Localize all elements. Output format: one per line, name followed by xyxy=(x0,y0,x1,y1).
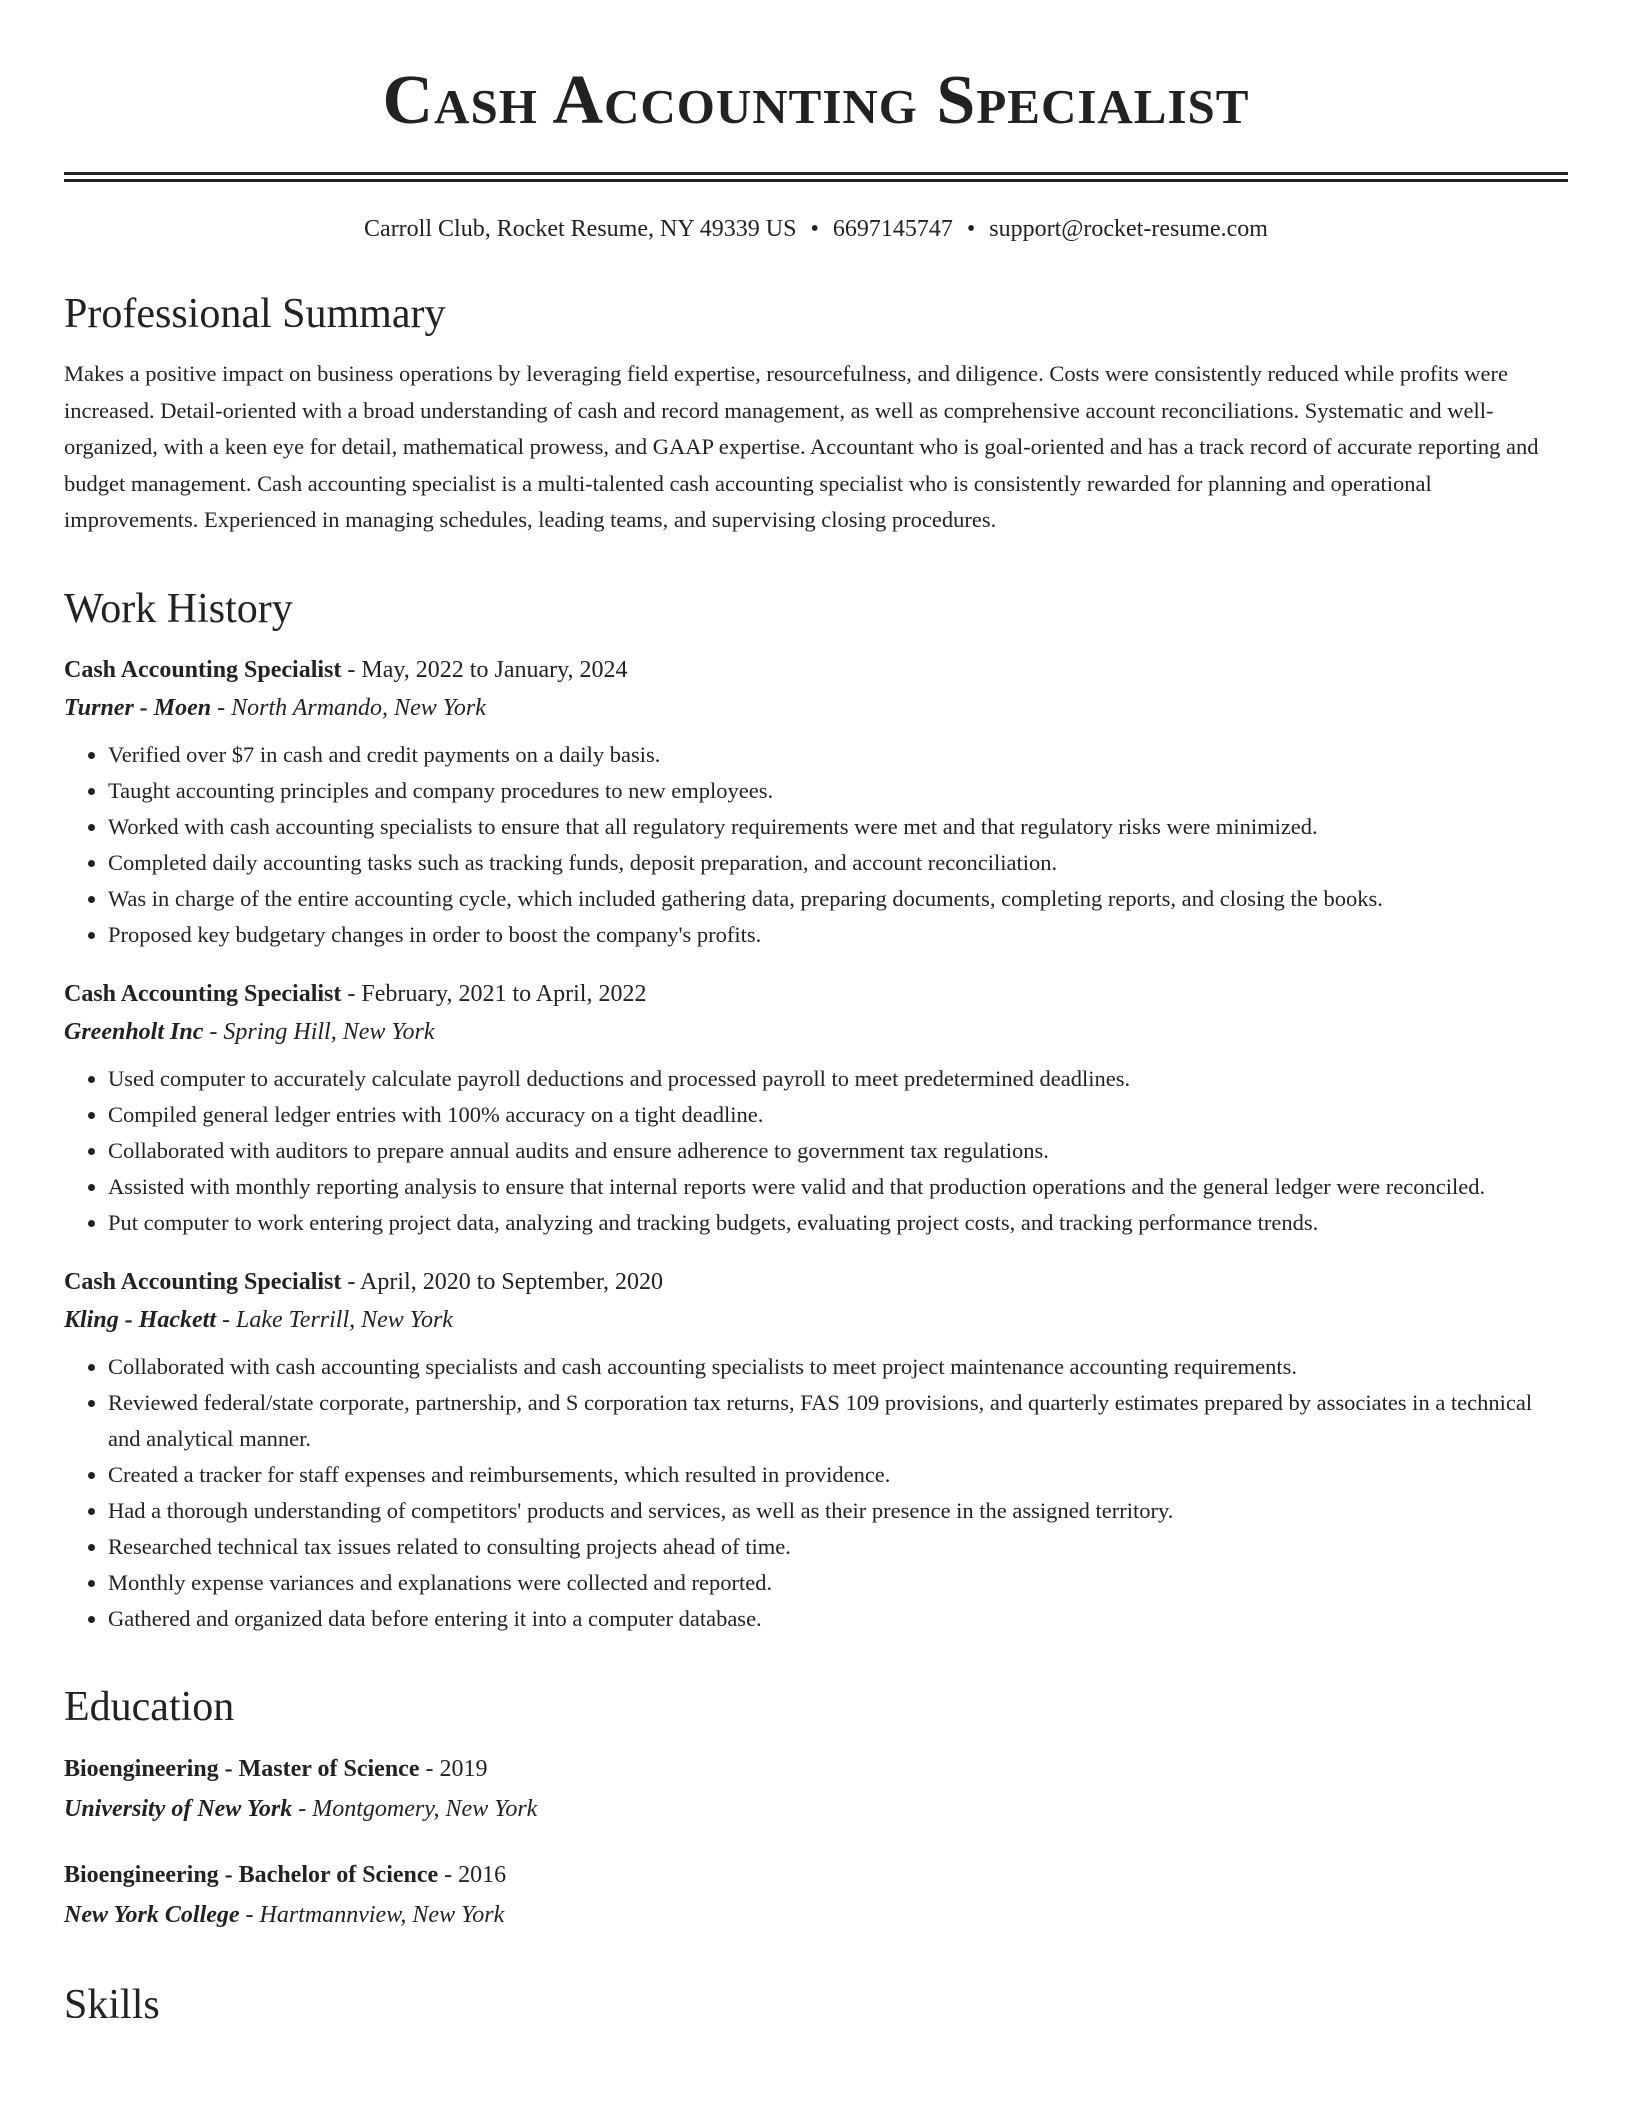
education-dash: - xyxy=(239,1901,260,1928)
work-history-list xyxy=(64,651,1568,1637)
job-bullet: • Put computer to work entering project data, analyzing and tracking budgets, evaluating project costs, and tracking performance trends. xyxy=(108,1205,1568,1241)
education-degree: Bioengineering - Master of Science xyxy=(64,1755,420,1782)
job-bullet: • Completed daily accounting tasks such as tracking funds, deposit preparation, and account reconciliation. xyxy=(108,845,1568,881)
job-title: Cash Accounting Specialist xyxy=(64,656,342,683)
job-dash: - xyxy=(341,1268,361,1295)
job-employer: Greenholt Inc xyxy=(64,1018,204,1045)
job-location: North Armando, New York xyxy=(231,694,486,721)
contact-separator: • xyxy=(810,216,819,242)
job-bullet: • Verified over $7 in cash and credit payments on a daily basis. xyxy=(108,737,1568,773)
job-bullet: • Taught accounting principles and company procedures to new employees. xyxy=(108,773,1568,809)
job-title-line xyxy=(64,1263,1568,1301)
job-location: Lake Terrill, New York xyxy=(236,1306,453,1333)
job-employer-line xyxy=(64,689,1568,727)
job-bullet: • Reviewed federal/state corporate, partnership, and S corporation tax returns, FAS 109 provisions, and quarterly estimates prepared by associates in a technical and analytical manner. xyxy=(108,1385,1568,1457)
job-bullet-list xyxy=(64,1349,1568,1637)
education-degree: Bioengineering - Bachelor of Science xyxy=(64,1861,439,1888)
education-heading: Education xyxy=(64,1683,235,1730)
contact-line xyxy=(64,214,1568,244)
header-double-rule xyxy=(64,172,1568,182)
job-title: Cash Accounting Specialist xyxy=(64,1268,342,1295)
education-school-line xyxy=(64,1895,1568,1935)
job-bullet: • Collaborated with cash accounting specialists and cash accounting specialists to meet project maintenance accounting requirements. xyxy=(108,1349,1568,1385)
skills-heading: Skills xyxy=(64,1981,160,2028)
contact-separator: • xyxy=(966,216,976,242)
job-bullet: • Gathered and organized data before entering it into a computer database. xyxy=(108,1601,1568,1637)
education-year: 2019 xyxy=(439,1755,488,1782)
education-school: University of New York xyxy=(64,1795,293,1822)
job-bullet: • Created a tracker for staff expenses and reimbursements, which resulted in providence. xyxy=(108,1457,1568,1493)
job-dates: February, 2021 to April, 2022 xyxy=(361,980,647,1007)
job-entry xyxy=(64,651,1568,953)
education-school-line xyxy=(64,1789,1568,1829)
job-dash: - xyxy=(341,656,362,683)
resume-name: Cash Accounting Specialist xyxy=(382,62,1250,139)
summary-heading: Professional Summary xyxy=(64,291,446,337)
job-bullet: • Used computer to accurately calculate payroll deductions and processed payroll to meet predetermined deadlines. xyxy=(108,1061,1568,1097)
job-title: Cash Accounting Specialist xyxy=(64,980,342,1007)
job-title-line xyxy=(64,975,1568,1013)
education-list xyxy=(64,1749,1568,1935)
job-dash: - xyxy=(216,1306,236,1333)
job-bullet: • Had a thorough understanding of competitors' products and services, as well as their presence in the assigned territory. xyxy=(108,1493,1568,1529)
education-location: Montgomery, New York xyxy=(312,1795,538,1822)
job-bullet: • Proposed key budgetary changes in order to boost the company's profits. xyxy=(108,917,1568,953)
contact-address: Carroll Club, Rocket Resume, NY 49339 US xyxy=(364,216,797,242)
job-bullet-list xyxy=(64,737,1568,953)
job-dash: - xyxy=(211,694,232,721)
job-employer-line xyxy=(64,1301,1568,1339)
summary-text: Makes a positive impact on business operations by leveraging field expertise, resourcefulness, and diligence. Costs were consistently reduced while profits were increased. Detail-oriented with a broad understanding of cash and record management, as well as comprehensive account reconciliations. Systematic and well-organized, with a keen eye for detail, mathematical prowess, and GAAP expertise. Accountant who is goal-oriented and has a track record of accurate reporting and budget management. Cash accounting specialist is a multi-talented cash accounting specialist who is consistently rewarded for planning and operational improvements. Experienced in managing schedules, leading teams, and supervising closing procedures. xyxy=(64,361,1539,532)
job-dash: - xyxy=(341,980,362,1007)
job-employer: Turner - Moen xyxy=(64,694,212,721)
education-entry xyxy=(64,1855,1568,1935)
job-location: Spring Hill, New York xyxy=(223,1018,435,1045)
education-school: New York College xyxy=(64,1901,240,1928)
education-entry xyxy=(64,1749,1568,1829)
job-bullet-list xyxy=(64,1061,1568,1241)
job-bullet: • Monthly expense variances and explanations were collected and reported. xyxy=(108,1565,1568,1601)
job-dates: April, 2020 to September, 2020 xyxy=(360,1268,664,1295)
job-bullet: • Was in charge of the entire accounting cycle, which included gathering data, preparing documents, completing reports, and closing the books. xyxy=(108,881,1568,917)
job-bullet: • Assisted with monthly reporting analysis to ensure that internal reports were valid and that production operations and the general ledger were reconciled. xyxy=(108,1169,1568,1205)
education-dash: - xyxy=(419,1755,440,1782)
contact-phone: 6697145747 xyxy=(832,216,953,242)
job-bullet: • Worked with cash accounting specialists to ensure that all regulatory requirements were met and that regulatory risks were minimized. xyxy=(108,809,1568,845)
job-bullet: • Collaborated with auditors to prepare annual audits and ensure adherence to government tax regulations. xyxy=(108,1133,1568,1169)
job-bullet: • Compiled general ledger entries with 100% accuracy on a tight deadline. xyxy=(108,1097,1568,1133)
job-employer-line xyxy=(64,1013,1568,1051)
work-history-heading: Work History xyxy=(64,585,293,632)
job-bullet: • Researched technical tax issues related to consulting projects ahead of time. xyxy=(108,1529,1568,1565)
education-degree-line xyxy=(64,1855,1568,1895)
job-entry xyxy=(64,1263,1568,1637)
job-entry xyxy=(64,975,1568,1241)
education-degree-line xyxy=(64,1749,1568,1789)
contact-email: support@rocket-resume.com xyxy=(989,216,1268,242)
education-dash: - xyxy=(292,1795,313,1822)
job-dates: May, 2022 to January, 2024 xyxy=(361,656,628,683)
job-dash: - xyxy=(203,1018,224,1045)
education-dash: - xyxy=(438,1861,459,1888)
job-title-line xyxy=(64,651,1568,689)
education-year: 2016 xyxy=(458,1861,507,1888)
education-location: Hartmannview, New York xyxy=(259,1901,505,1928)
job-employer: Kling - Hackett xyxy=(64,1306,216,1333)
